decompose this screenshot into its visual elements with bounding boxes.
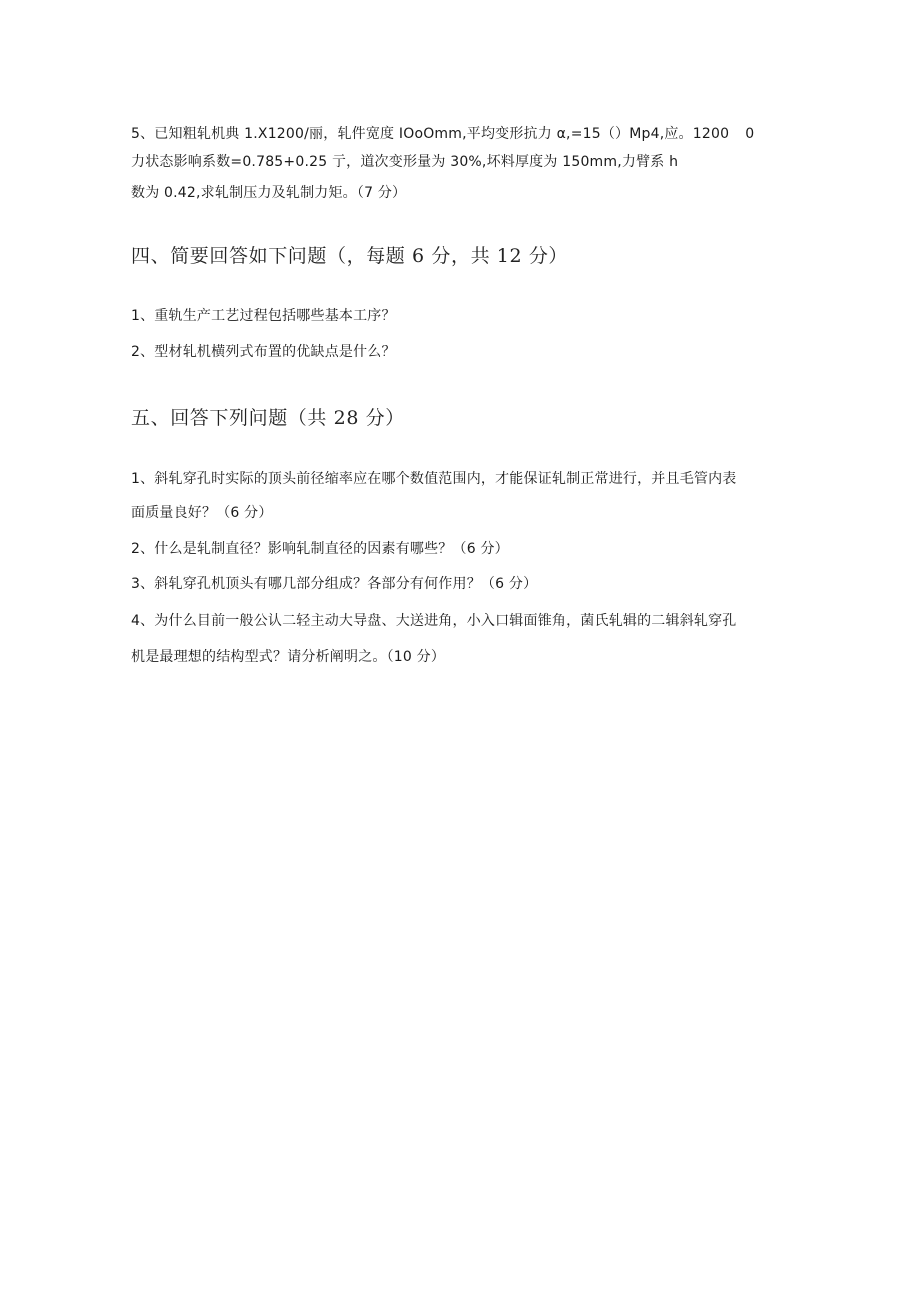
problem-5-line-1 (131, 124, 754, 144)
problem-5-line-3: 数为 0.42,求轧制压力及轧制力矩。（7 分） (131, 185, 407, 201)
section-5-question-4-line-2: 机是最理想的结构型式？请分析阐明之。（10 分） (131, 649, 446, 665)
section-5-question-1-line-2: 面质量良好？（6 分） (131, 505, 273, 521)
problem-5-text-1b: 0 (745, 126, 755, 142)
section-4-question-2: 2、型材轧机横列式布置的优缺点是什么？ (131, 344, 396, 360)
problem-5-line-2: 力状态影响系数=0.785+0.25 亍，道次变形量为 30%,坏料厚度为 150mm,力臂系 h (131, 154, 679, 170)
section-4-heading: 四、简要回答如下问题（，每题 6 分，共 12 分） (131, 245, 569, 267)
section-4-question-1: 1、重轨生产工艺过程包括哪些基本工序？ (131, 308, 396, 324)
section-5-question-3: 3、斜轧穿孔机顶头有哪几部分组成？各部分有何作用？（6 分） (131, 576, 538, 592)
section-5-question-4-line-1: 4、为什么目前一般公认二轻主动大导盘、大送进角，小入口辑面锥角，菌氏轧辑的二辑斜轧穿孔 (131, 613, 737, 629)
section-5-heading: 五、回答下列问题（共 28 分） (131, 407, 405, 429)
problem-5-text-1a: 5、已知粗轧机典 1.X1200/丽，轧件宽度 IOoOmm,平均变形抗力 α,=15（）Mp4,应。1200 (131, 126, 730, 142)
section-5-question-2: 2、什么是轧制直径？影响轧制直径的因素有哪些？（6 分） (131, 541, 509, 557)
section-5-question-1-line-1: 1、斜轧穿孔时实际的顶头前径缩率应在哪个数值范围内，才能保证轧制正常进行，并且毛管内表 (131, 471, 737, 487)
